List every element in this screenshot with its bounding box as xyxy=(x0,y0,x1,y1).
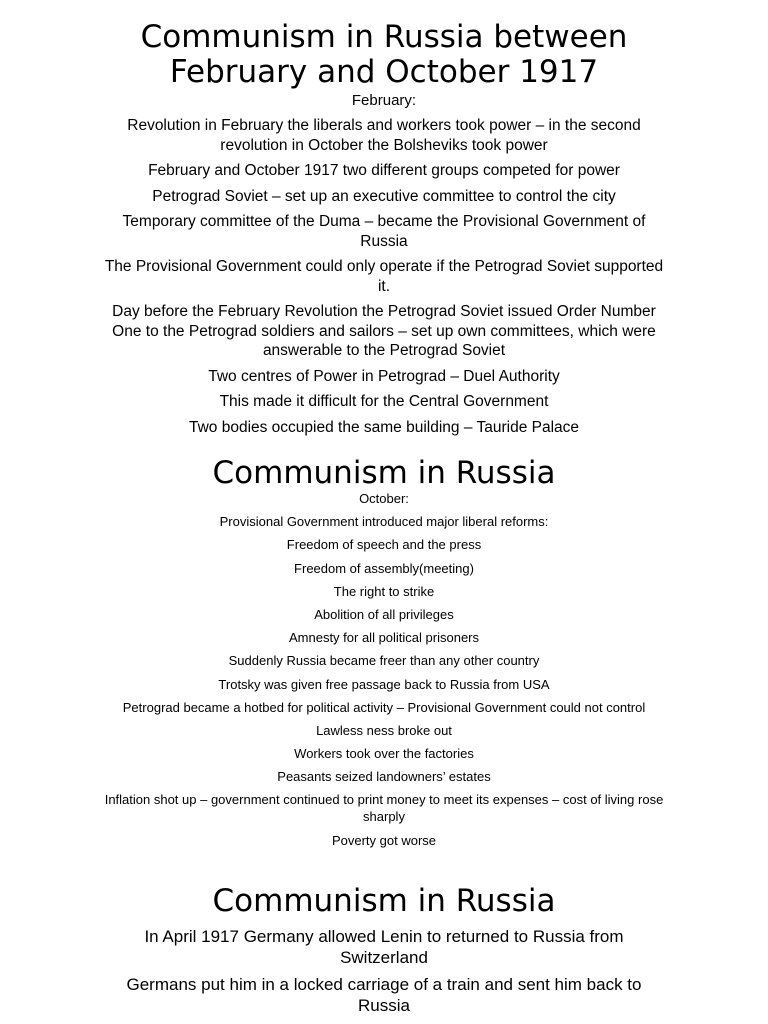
bullet-item: Abolition of all privileges xyxy=(314,606,454,622)
bullet-item: Day before the February Revolution the Petrograd Soviet issued Order Number One to the Petrograd soldiers and sailors – set up own committees, which were answerable to the Petrograd Soviet xyxy=(112,303,656,359)
bullet-item: Provisional Government introduced major liberal reforms: xyxy=(219,514,549,530)
bullet-item: This made it difficult for the Central Government xyxy=(219,393,549,410)
bullet-item: Petrograd became a hotbed for political activity – Provisional Government could not control xyxy=(122,699,646,715)
bullet-item: Lawless ness broke out xyxy=(316,722,452,738)
bullet-item: February and October 1917 two different groups competed for power xyxy=(148,162,620,179)
bullet-item: Revolution in February the liberals and workers took power – in the second revolution in October the Bolsheviks took power xyxy=(127,117,641,154)
slide-title: Communism in Russia between February and October 1917 xyxy=(140,19,628,90)
bullet-item: Freedom of speech and the press xyxy=(286,537,482,553)
bullet-item: Poverty got worse xyxy=(331,832,437,848)
bullet-item: The Provisional Government could only operate if the Petrograd Soviet supported it. xyxy=(104,258,664,295)
bullet-item: Freedom of assembly(meeting) xyxy=(294,560,474,576)
bullet-item: Workers took over the factories xyxy=(294,746,474,762)
slide-october xyxy=(0,455,768,849)
bullet-item: In April 1917 Germany allowed Lenin to returned to Russia from Switzerland xyxy=(144,927,624,967)
bullet-item: Temporary committee of the Duma – became the Provisional Government of Russia xyxy=(122,213,646,250)
bullet-item: Peasants seized landowners’ estates xyxy=(277,769,491,785)
slide-title: Communism in Russia xyxy=(212,883,556,919)
bullet-item: Suddenly Russia became freer than any other country xyxy=(228,653,540,669)
bullet-item: Inflation shot up – government continued to print money to meet its expenses – cost of living rose sharply xyxy=(104,792,664,825)
bullet-item: Amnesty for all political prisoners xyxy=(288,630,480,646)
bullet-item: Two bodies occupied the same building – Tauride Palace xyxy=(188,418,580,436)
slide-lenin-return xyxy=(0,882,768,1016)
section-label: February: xyxy=(351,92,417,109)
bullet-item: The right to strike xyxy=(333,583,435,599)
bullet-item: Two centres of Power in Petrograd – Duel Authority xyxy=(208,367,560,385)
bullet-item: Trotsky was given free passage back to Russia from USA xyxy=(218,676,550,692)
section-label: October: xyxy=(359,491,409,506)
bullet-item: Germans put him in a locked carriage of a train and sent him back to Russia xyxy=(126,975,642,1015)
slide-title: Communism in Russia xyxy=(212,455,556,491)
bullet-item: Petrograd Soviet – set up an executive committee to control the city xyxy=(152,187,616,205)
slide-february xyxy=(0,20,768,437)
